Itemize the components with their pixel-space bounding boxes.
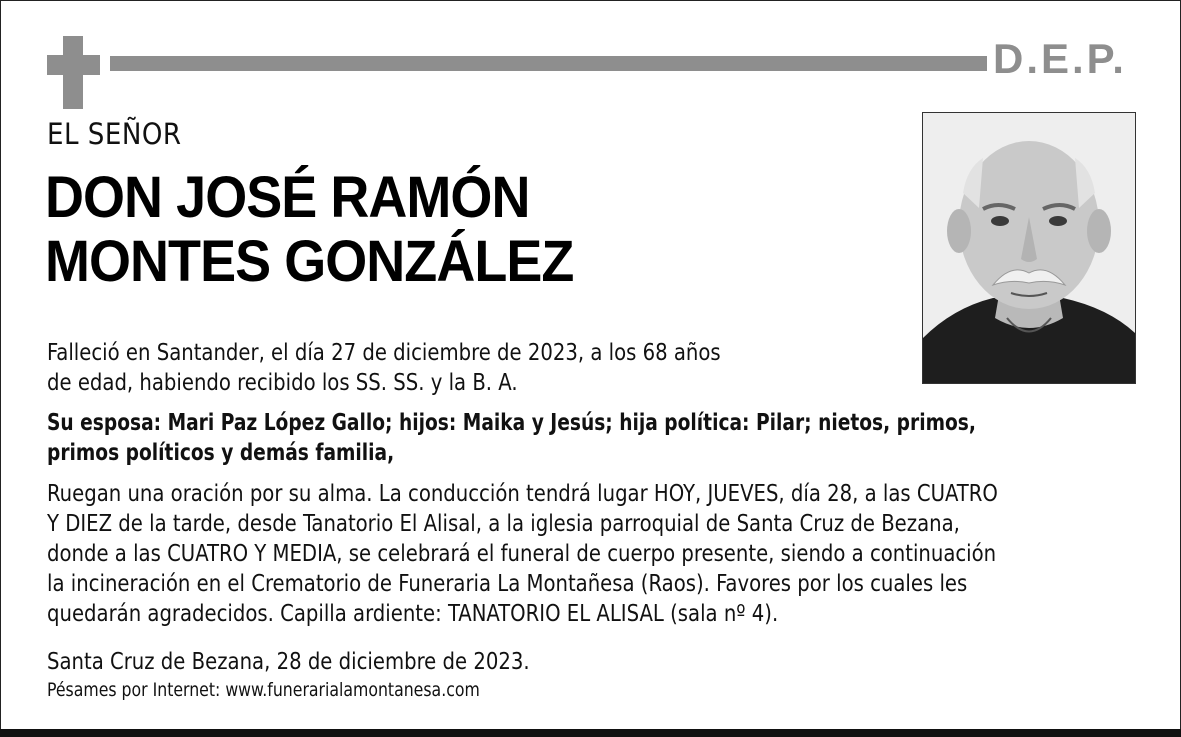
family-line-2: primos políticos y demás familia, bbox=[47, 440, 395, 466]
service-paragraph bbox=[47, 479, 1130, 629]
family-paragraph bbox=[47, 408, 1064, 468]
service-line-5: quedarán agradecidos. Capilla ardiente: TANATORIO EL ALISAL (sala nº 4). bbox=[47, 601, 779, 627]
portrait-photo bbox=[922, 112, 1136, 384]
death-line-2: de edad, habiendo recibido los SS. SS. y la B. A. bbox=[47, 370, 518, 396]
death-paragraph bbox=[47, 338, 845, 398]
service-line-3: donde a las CUATRO Y MEDIA, se celebrará el funeral de cuerpo presente, siendo a continuación bbox=[47, 541, 997, 567]
service-line-2: Y DIEZ de la tarde, desde Tanatorio El Alisal, a la iglesia parroquial de Santa Cruz de Bezana, bbox=[47, 511, 960, 537]
family-line-1: Su esposa: Mari Paz López Gallo; hijos: Maika y Jesús; hija política: Pilar; nietos, primos, bbox=[47, 410, 976, 436]
bottom-rule bbox=[0, 729, 1181, 737]
service-line-1: Ruegan una oración por su alma. La conducción tendrá lugar HOY, JUEVES, día 28, a las CUATRO bbox=[47, 481, 998, 507]
header-rule bbox=[110, 56, 987, 71]
dep-label: D.E.P. bbox=[993, 35, 1127, 82]
death-line-1: Falleció en Santander, el día 27 de diciembre de 2023, a los 68 años bbox=[47, 340, 721, 366]
deceased-name-line-1: DON JOSÉ RAMÓN bbox=[45, 165, 530, 230]
condolences-link: Pésames por Internet: www.funerarialamontanesa.com bbox=[47, 679, 480, 701]
title-prefix: EL SEÑOR bbox=[47, 117, 182, 151]
deceased-name-line-2: MONTES GONZÁLEZ bbox=[45, 229, 574, 294]
deceased-name bbox=[45, 166, 845, 294]
place-date: Santa Cruz de Bezana, 28 de diciembre de 2023. bbox=[47, 649, 530, 675]
service-line-4: la incineración en el Crematorio de Funeraria La Montañesa (Raos). Favores por los cuales les bbox=[47, 571, 968, 597]
